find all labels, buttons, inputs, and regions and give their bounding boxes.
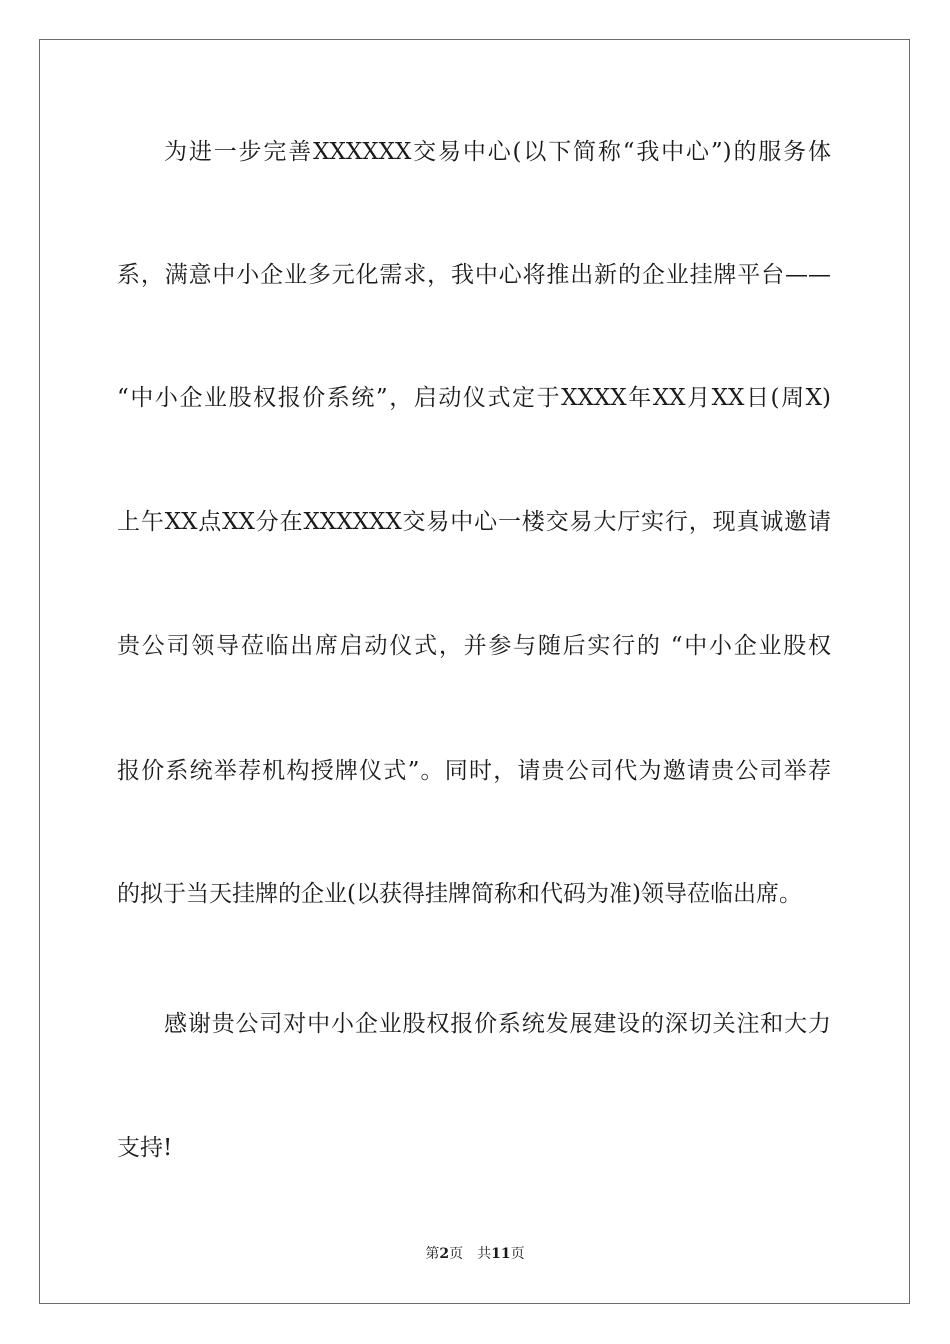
paragraph-2-line-1: 感谢贵公司对中小企业股权报价系统发展建设的深切关注和大力 xyxy=(164,1011,831,1037)
paragraph-2-line-2: 支持! xyxy=(117,1135,173,1161)
paragraph-1-line-2: 系，满意中小企业多元化需求，我中心将推出新的企业挂牌平台—— xyxy=(117,262,831,288)
paragraph-1-line-6: 报价系统举荐机构授牌仪式”。同时，请贵公司代为邀请贵公司举荐 xyxy=(117,758,831,784)
page-border xyxy=(39,39,910,1304)
paragraph-1-line-1: 为进一步完善XXXXXX交易中心(以下简称“我中心”)的服务体 xyxy=(164,139,831,165)
page-footer xyxy=(0,1245,950,1263)
paragraph-1-line-7: 的拟于当天挂牌的企业(以获得挂牌简称和代码为准)领导莅临出席。 xyxy=(117,881,802,907)
paragraph-1-line-3: “中小企业股权报价系统”，启动仪式定于XXXX年XX月XX日(周X) xyxy=(117,385,831,411)
paragraph-1-line-5: 贵公司领导莅临出席启动仪式，并参与随后实行的 “中小企业股权 xyxy=(117,633,831,659)
page-current: 2 xyxy=(439,1246,450,1262)
total-suffix: 页 xyxy=(510,1246,525,1262)
page-prefix: 第 xyxy=(425,1246,440,1262)
paragraph-1-line-4: 上午XX点XX分在XXXXXX交易中心一楼交易大厅实行，现真诚邀请 xyxy=(117,509,831,535)
page-suffix: 页 xyxy=(449,1246,464,1262)
page-total: 11 xyxy=(491,1246,511,1262)
total-prefix: 共 xyxy=(477,1246,492,1262)
